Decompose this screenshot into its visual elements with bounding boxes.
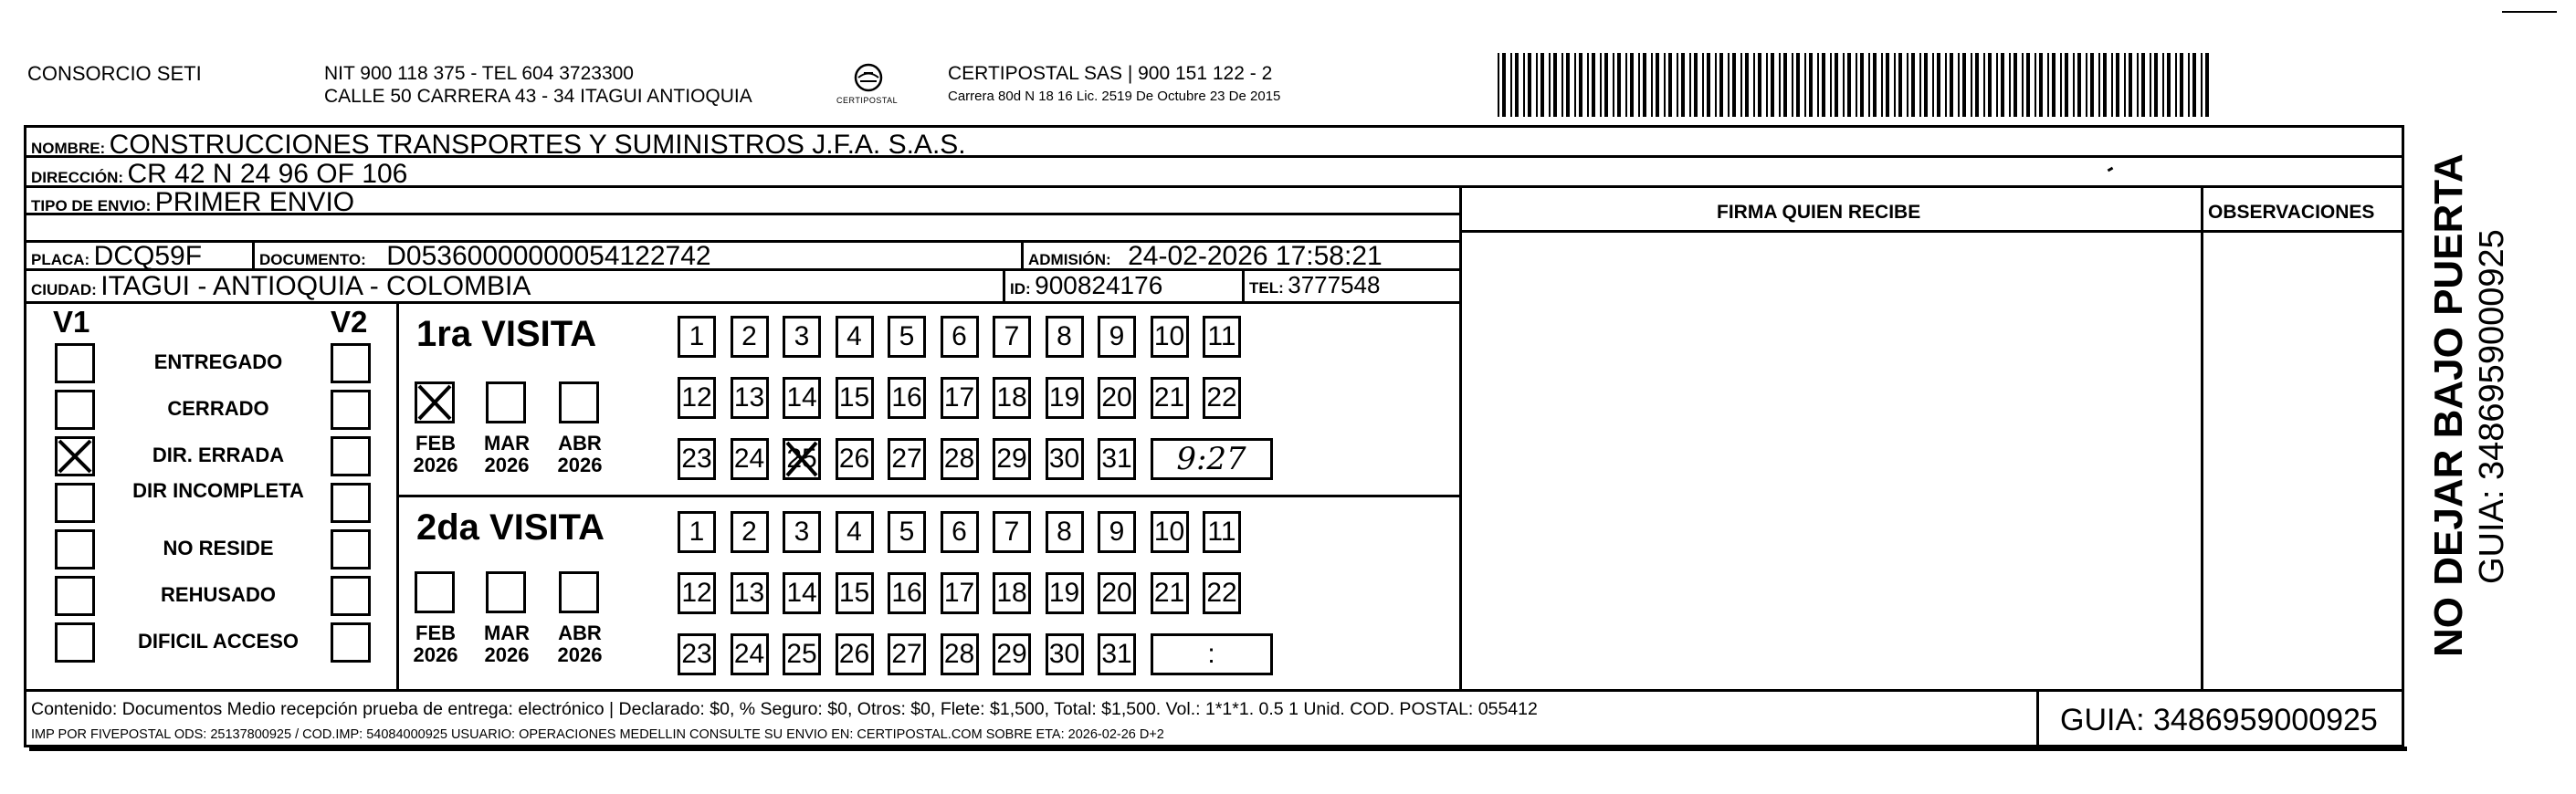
second-day-box[interactable]: 5 [888,511,926,553]
barcode-bar [2009,53,2011,117]
barcode-bar [1971,53,1972,117]
barcode-bar [2167,53,2171,117]
direccion-row [31,161,407,188]
footer-line [24,689,2404,692]
barcode-bar [1528,53,1531,117]
barcode-bar [1809,53,1813,117]
barcode-bar [1856,53,1857,117]
documento-row [259,243,711,270]
first-day-box[interactable]: 23 [678,438,716,480]
second-day-box[interactable]: 9 [1098,511,1136,553]
barcode-bar [2090,53,2094,117]
nombre-value: CONSTRUCCIONES TRANSPORTES Y SUMINISTROS J.F.A. S.A.S. [109,130,966,160]
barcode-bar [1719,53,1723,117]
placa-value: DCQ59F [93,241,203,271]
second-day-box[interactable]: 3 [783,511,821,553]
barcode-bar [1817,53,1819,117]
second-day-box[interactable]: 30 [1046,633,1084,675]
barcode-bar [1561,53,1563,117]
admision-value: 24-02-2026 17:58:21 [1128,241,1383,271]
visits-divider [396,495,1459,497]
license-line: Carrera 80d N 18 16 Lic. 2519 De Octubre 23 De 2015 [948,89,1281,104]
barcode-bar [1771,53,1774,117]
tel-label: TEL: [1249,279,1284,297]
barcode-bar [1873,53,1877,117]
barcode-bar [2001,53,2004,117]
second-day-box[interactable]: 31 [1098,633,1136,675]
barcode-bar [1766,53,1768,117]
second-month-year: 2026 [413,643,458,666]
frame-shadow-bottom [29,747,2407,751]
first-day-box[interactable]: 9 [1098,316,1136,358]
first-day-box[interactable]: 11 [1203,316,1241,358]
barcode-bar [1515,53,1519,117]
first-month-checkbox[interactable] [559,381,599,423]
barcode-bar [1553,53,1557,117]
barcode-bar [2141,53,2145,117]
barcode-bar [1847,53,1851,117]
first-day-box[interactable]: 10 [1151,316,1189,358]
barcode-bar [2052,53,2056,117]
address-line: CALLE 50 CARRERA 43 - 34 ITAGUI ANTIOQUIA [324,86,752,107]
first-day-box[interactable]: 4 [836,316,874,358]
first-day-box[interactable]: 15 [836,377,874,419]
barcode-bar [1574,53,1576,117]
first-visit-title: 1ra VISITA [416,314,597,354]
second-day-box[interactable]: 29 [993,633,1031,675]
second-day-box[interactable]: 26 [836,633,874,675]
barcode-bar [1668,53,1672,117]
barcode-bar [1830,53,1832,117]
barcode-bar [2205,53,2209,117]
ciudad-row [31,273,531,300]
barcode-bar [1523,53,1525,117]
barcode-bar [1715,53,1717,117]
barcode-bar [1549,53,1551,117]
barcode-bar [1843,53,1845,117]
barcode-bar [2124,53,2126,117]
status-label: DIR. ERRADA [152,444,285,466]
barcode-bar [2047,53,2049,117]
first-month-year: 2026 [484,454,530,476]
certipostal-logo [833,62,904,110]
barcode-bar [2013,53,2017,117]
barcode-bar [2073,53,2075,117]
barcode-bar [1835,53,1838,117]
first-day-box[interactable]: 25 [783,438,821,480]
barcode-bar [1664,53,1666,117]
barcode-bar [1510,53,1512,117]
second-month-label: ABR [558,622,602,644]
first-day-box[interactable]: 24 [731,438,769,480]
barcode-bar [2154,53,2158,117]
barcode-bar [1745,53,1749,117]
barcode-bar [2180,53,2183,117]
second-day-box[interactable]: 24 [731,633,769,675]
side-guia: GUIA: 3486959000925 [2473,229,2511,584]
barcode-bar [1894,53,1896,117]
barcode-bar [2098,53,2100,117]
barcode-bar [1945,53,1947,117]
company-name: CONSORCIO SETI [27,62,202,85]
barcode-bar [1694,53,1698,117]
v1-checkbox[interactable] [55,622,95,663]
barcode-bar [1498,53,1499,117]
direccion-value: CR 42 N 24 96 OF 106 [127,159,408,189]
barcode-bar [2201,53,2203,117]
no-dejar-bajo-puerta: NO DEJAR BAJO PUERTA [2426,153,2471,657]
first-day-box[interactable]: 3 [783,316,821,358]
barcode-bar [1617,53,1621,117]
barcode-bar [1907,53,1908,117]
second-month-label: FEB [415,622,456,644]
barcode-bar [1796,53,1800,117]
ciudad-value: ITAGUI - ANTIOQUIA - COLOMBIA [100,271,531,301]
barcode-bar [1988,53,1992,117]
nit-line: NIT 900 118 375 - TEL 604 3723300 [324,63,634,84]
status-label: ENTREGADO [153,350,283,373]
barcode-bar [1779,53,1781,117]
barcode-bar [1536,53,1538,117]
col-placa-right [252,240,255,268]
barcode-bar [1868,53,1870,117]
barcode-bar [1792,53,1793,117]
second-time-box[interactable]: : [1151,633,1273,675]
barcode-bar [1707,53,1710,117]
v1-checkbox[interactable] [55,483,95,523]
second-day-box[interactable]: 18 [993,572,1031,614]
barcode-bar [1604,53,1608,117]
barcode-bar [1860,53,1864,117]
barcode-bar [1587,53,1589,117]
documento-value: D05360000000054122742 [386,241,711,271]
first-month-year: 2026 [413,454,458,476]
barcode-bar [1638,53,1640,117]
tipo-row [31,189,354,216]
second-month-year: 2026 [484,643,530,666]
status-label: REHUSADO [161,583,276,606]
row-line-3b [1459,230,2404,233]
barcode-bar [1630,53,1634,117]
admision-label: ADMISIÓN: [1028,251,1111,268]
first-day-box[interactable]: 1 [678,316,716,358]
first-day-box[interactable]: 20 [1098,377,1136,419]
logo-text: CERTIPOSTAL [836,96,899,105]
first-day-box[interactable]: 5 [888,316,926,358]
first-time-box[interactable]: 9:27 [1151,438,1273,480]
v1-label: V1 [53,305,90,339]
second-visit-title: 2da VISITA [416,507,605,548]
v1-checkbox[interactable] [55,576,95,616]
barcode-bar [1656,53,1659,117]
barcode-bar [1886,53,1889,117]
second-day-box[interactable]: 15 [836,572,874,614]
second-day-box[interactable]: 6 [941,511,979,553]
first-day-box[interactable]: 28 [941,438,979,480]
tel-row [1249,273,1380,297]
barcode-bar [1625,53,1627,117]
barcode-bar [2116,53,2119,117]
second-day-box[interactable]: 27 [888,633,926,675]
status-label: DIFICIL ACCESO [137,630,299,653]
barcode-bar [1822,53,1825,117]
placa-row [31,243,202,270]
barcode-bar [1753,53,1755,117]
second-day-box[interactable]: 12 [678,572,716,614]
barcode-bar [1937,53,1940,117]
barcode-bar [1540,53,1544,117]
nombre-row [31,131,966,159]
tipo-value: PRIMER ENVIO [154,187,355,217]
direccion-label: DIRECCIÓN: [31,169,124,186]
barcode-bar [1975,53,1979,117]
barcode-bar [2188,53,2190,117]
v1-checkbox[interactable] [55,343,95,383]
documento-label: DOCUMENTO: [259,251,366,268]
second-month-label: MAR [483,622,531,644]
row-line-6 [24,301,1461,304]
id-label: ID: [1010,280,1031,298]
first-month-year: 2026 [557,454,603,476]
barcode-bar [1962,53,1966,117]
firma-label: FIRMA QUIEN RECIBE [1717,202,1921,223]
barcode-bar [2035,53,2036,117]
barcode-bar [1804,53,1806,117]
first-day-box[interactable]: 30 [1046,438,1084,480]
first-day-box[interactable]: 21 [1151,377,1189,419]
top-right-mark [2502,11,2557,13]
barcode [1498,53,2219,117]
col-obs-right [2402,185,2404,689]
first-day-box[interactable]: 22 [1203,377,1241,419]
id-value: 900824176 [1035,271,1163,299]
barcode-bar [1677,53,1678,117]
col-obs-left [2201,185,2203,689]
v1-checkbox[interactable] [55,529,95,569]
first-day-box[interactable]: 8 [1046,316,1084,358]
footer-guia: GUIA: 3486959000925 [2060,703,2378,737]
barcode-bar [1740,53,1742,117]
barcode-bar [2162,53,2164,117]
second-day-box[interactable]: 11 [1203,511,1241,553]
second-day-box[interactable]: 7 [993,511,1031,553]
second-month-checkbox[interactable] [559,571,599,613]
v1-check-mark [55,436,95,476]
barcode-bar [1881,53,1883,117]
barcode-bar [2175,53,2177,117]
col-id-left [1003,268,1005,301]
first-day-box[interactable]: 26 [836,438,874,480]
barcode-bar [1592,53,1595,117]
first-day-box[interactable]: 29 [993,438,1031,480]
second-day-box[interactable]: 23 [678,633,716,675]
second-month-checkbox[interactable] [415,571,455,613]
barcode-bar [1932,53,1934,117]
second-day-box[interactable]: 14 [783,572,821,614]
barcode-bar [2065,53,2068,117]
first-month-check-mark [415,381,455,423]
barcode-bar [1996,53,1998,117]
barcode-bar [1681,53,1685,117]
barcode-bar [2103,53,2107,117]
barcode-bar [2137,53,2139,117]
barcode-bar [1911,53,1915,117]
second-day-box[interactable]: 13 [731,572,769,614]
barcode-bar [2077,53,2081,117]
first-day-box[interactable]: 14 [783,377,821,419]
barcode-bar [1702,53,1704,117]
imp-line: IMP POR FIVEPOSTAL ODS: 25137800925 / COD.IMP: 54084000925 USUARIO: OPERACIONES MEDELLIN CONSULTE SU ENVIO EN: CERTIPOSTAL.COM SOBRE ETA: 2026-02-26 D+2 [31,727,1164,742]
first-day-box[interactable]: 19 [1046,377,1084,419]
second-day-box[interactable]: 16 [888,572,926,614]
barcode-bar [2150,53,2151,117]
first-day-box[interactable]: 7 [993,316,1031,358]
placa-label: PLACA: [31,251,90,268]
second-day-box[interactable]: 25 [783,633,821,675]
first-day-box[interactable]: 27 [888,438,926,480]
barcode-bar [2111,53,2113,117]
status-label: CERRADO [167,397,269,420]
second-day-box[interactable]: 4 [836,511,874,553]
col-admision-left [1021,240,1024,268]
first-month-label: FEB [415,432,456,454]
second-day-box[interactable]: 1 [678,511,716,553]
barcode-bar [1689,53,1691,117]
barcode-bar [2086,53,2087,117]
first-month-label: MAR [483,432,531,454]
certipostal-line: CERTIPOSTAL SAS | 900 151 122 - 2 [948,63,1273,84]
barcode-bar [1600,53,1602,117]
barcode-bar [1732,53,1736,117]
barcode-bar [2192,53,2196,117]
barcode-bar [2129,53,2132,117]
barcode-bar [1651,53,1653,117]
first-month-checkbox[interactable] [486,381,526,423]
ciudad-label: CIUDAD: [31,281,97,298]
col-firma-left [1459,185,1462,689]
second-day-box[interactable]: 19 [1046,572,1084,614]
second-day-box[interactable]: 21 [1151,572,1189,614]
first-day-box[interactable]: 2 [731,316,769,358]
barcode-bar [2026,53,2030,117]
second-day-box[interactable]: 20 [1098,572,1136,614]
barcode-bar [1566,53,1570,117]
second-month-year: 2026 [557,643,603,666]
first-day-box[interactable]: 12 [678,377,716,419]
second-day-box[interactable]: 8 [1046,511,1084,553]
barcode-bar [2022,53,2024,117]
barcode-bar [1919,53,1921,117]
barcode-bar [1958,53,1960,117]
observaciones-label: OBSERVACIONES [2208,202,2375,223]
barcode-bar [2060,53,2062,117]
col-tel-left [1242,268,1245,301]
second-day-box[interactable]: 22 [1203,572,1241,614]
tel-value: 3777548 [1288,271,1381,298]
barcode-bar [1728,53,1730,117]
barcode-bar [1924,53,1928,117]
second-day-box[interactable]: 2 [731,511,769,553]
first-month-label: ABR [558,432,602,454]
second-month-checkbox[interactable] [486,571,526,613]
col-guia-left [2036,689,2039,747]
barcode-bar [1950,53,1953,117]
v2-label: V2 [331,305,368,339]
barcode-bar [1643,53,1646,117]
v1-checkbox[interactable] [55,390,95,430]
first-day-box[interactable]: 16 [888,377,926,419]
first-day-box[interactable]: 6 [941,316,979,358]
barcode-bar [1898,53,1902,117]
barcode-bar [1783,53,1787,117]
barcode-bar [1613,53,1614,117]
id-row [1010,273,1162,298]
second-day-box[interactable]: 28 [941,633,979,675]
barcode-bar [1758,53,1761,117]
barcode-bar [2039,53,2043,117]
first-day-box[interactable]: 31 [1098,438,1136,480]
first-day-cross-mark [783,438,821,480]
nombre-label: NOMBRE: [31,140,106,157]
barcode-bar [1502,53,1506,117]
first-day-box[interactable]: 18 [993,377,1031,419]
first-day-box[interactable]: 17 [941,377,979,419]
tipo-label: TIPO DE ENVIO: [31,197,152,214]
second-day-box[interactable]: 10 [1151,511,1189,553]
second-day-box[interactable]: 17 [941,572,979,614]
first-day-box[interactable]: 13 [731,377,769,419]
barcode-bar [1983,53,1985,117]
contenido-line: Contenido: Documentos Medio recepción prueba de entrega: electrónico | Declarado: $0, % Seguro: $0, Otros: $0, Flete: $1,500, Total: $1,500. Vol.: 1*1*1. 0.5 1 Unid. COD. POSTAL: 055412 [31,699,1538,719]
admision-row [1028,243,1383,270]
status-label: DIR INCOMPLETA [132,479,304,502]
status-label: NO RESIDE [163,537,274,559]
barcode-bar [1579,53,1582,117]
